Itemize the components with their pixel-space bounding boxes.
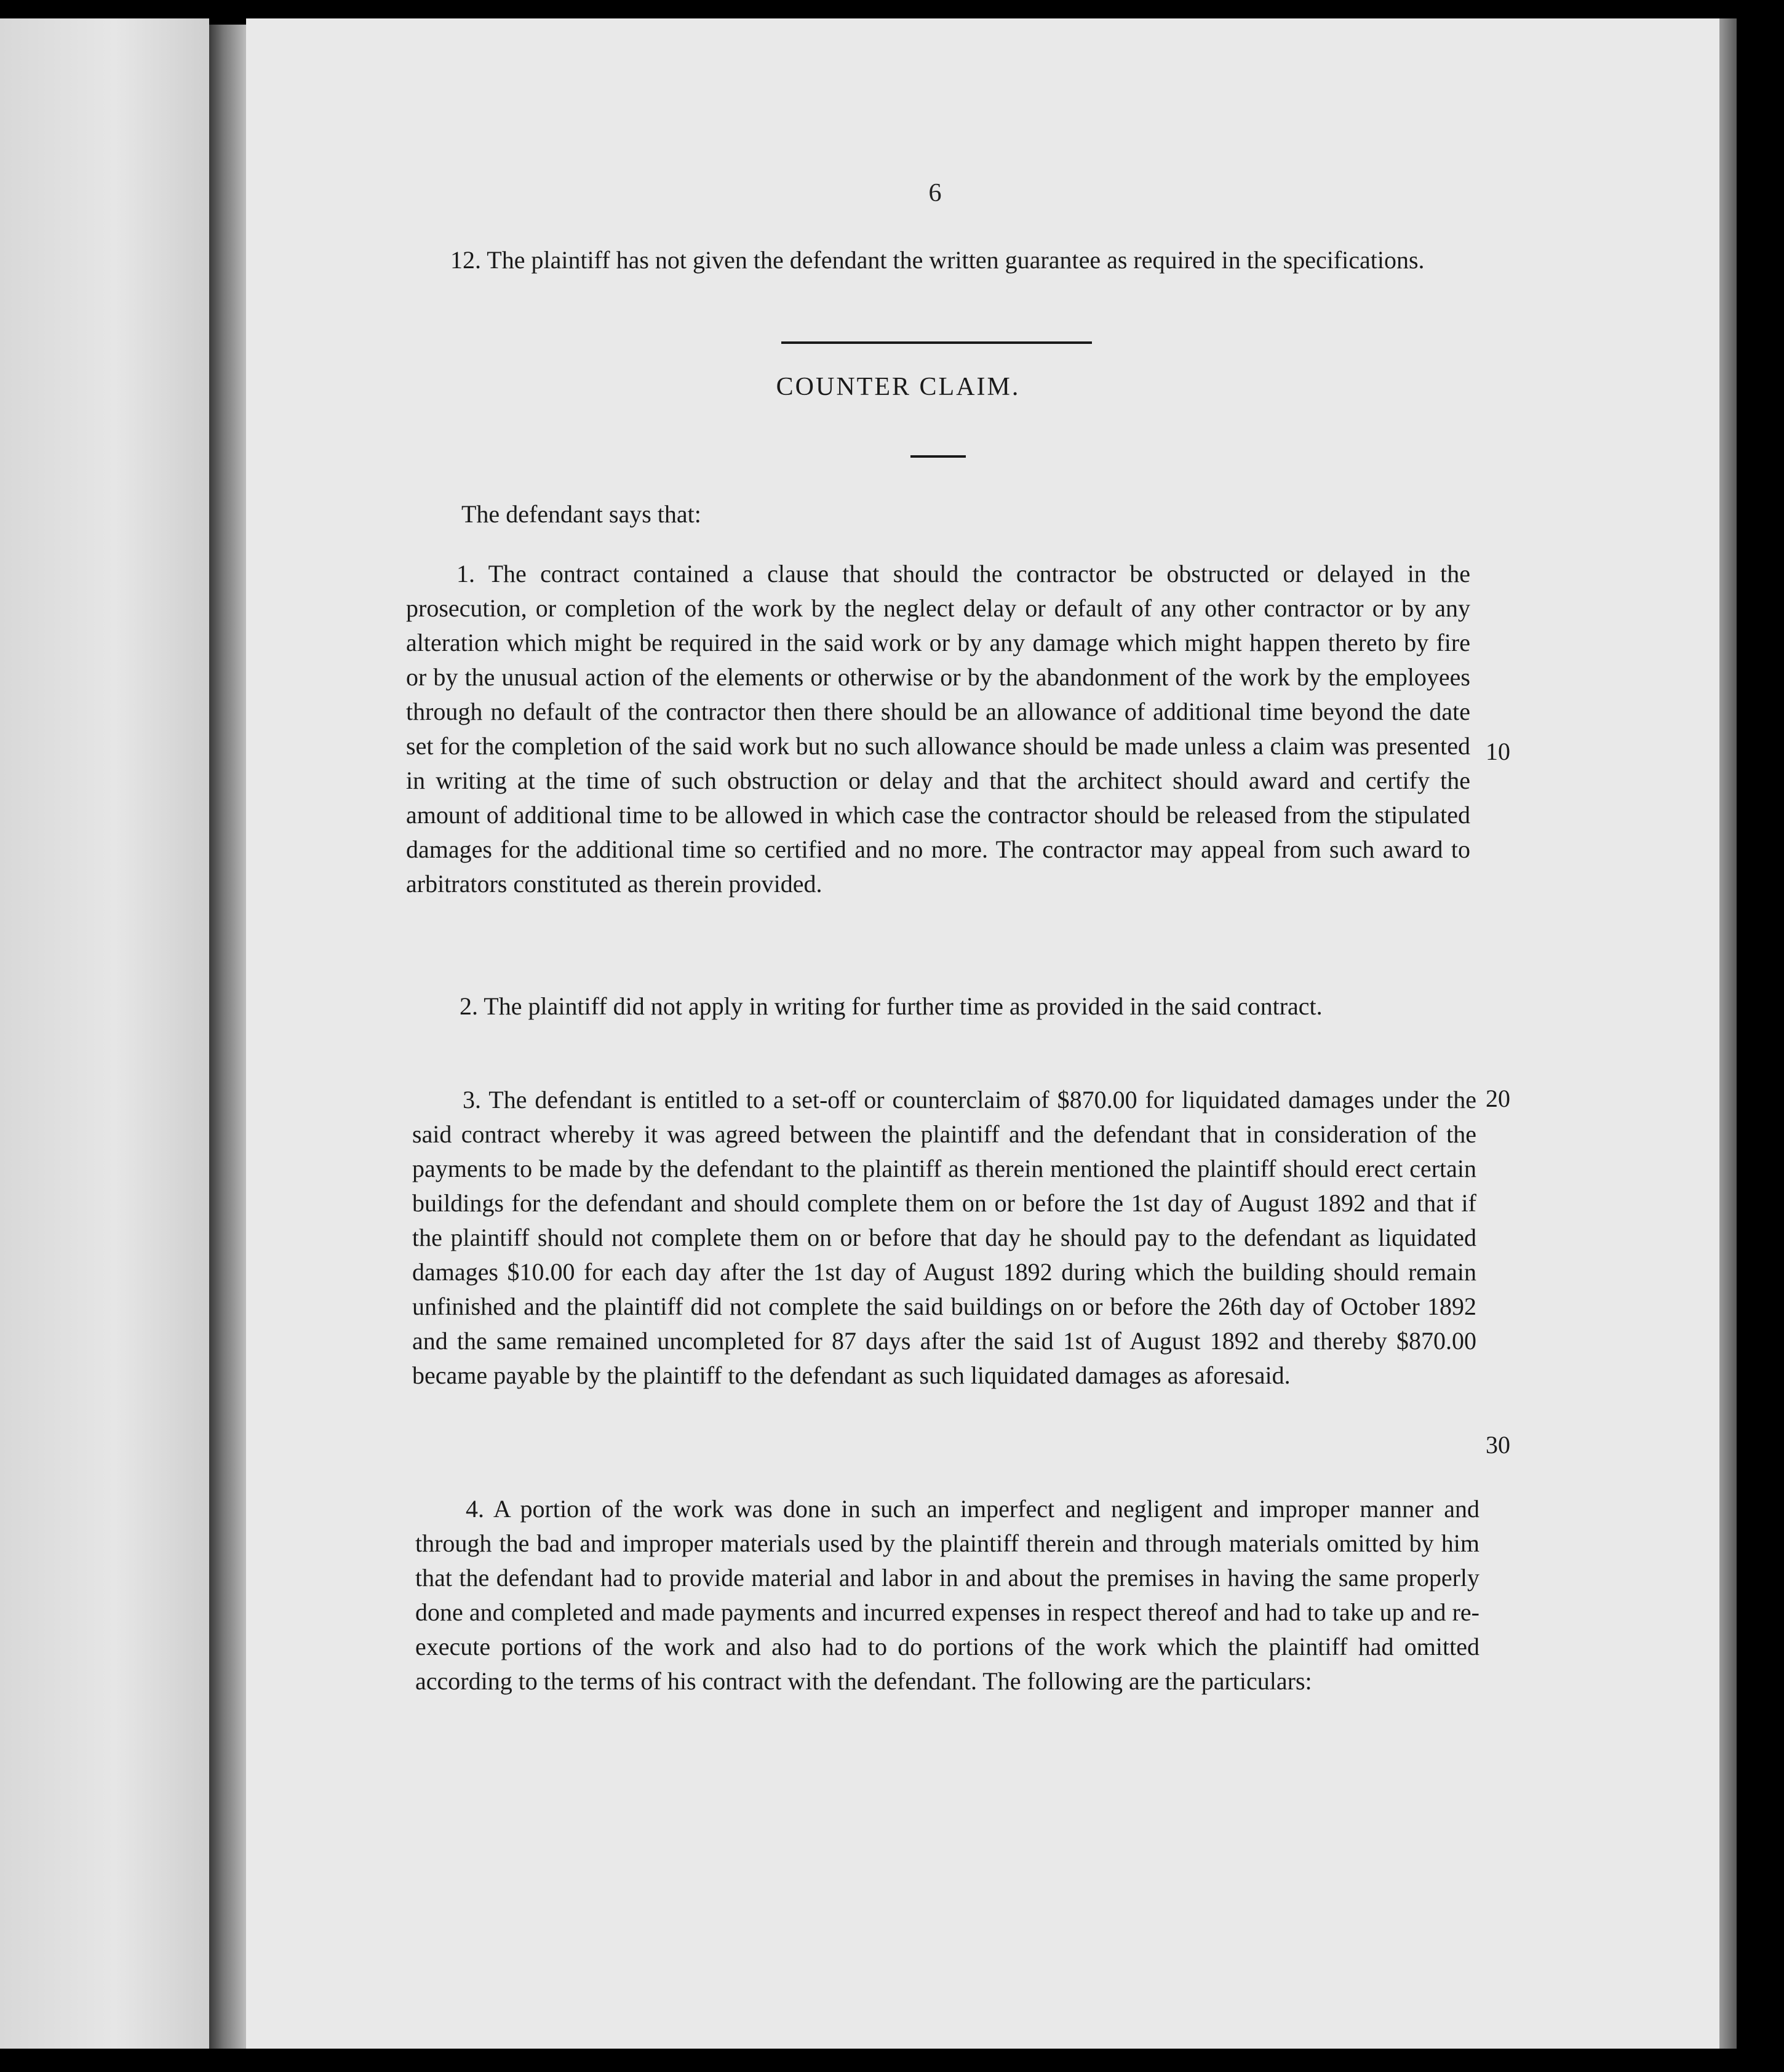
line-number-10: 10	[1486, 738, 1510, 765]
paragraph-2: 2. The plaintiff did not apply in writing for further time as provided in the said contract.	[460, 992, 1323, 1020]
paragraph-4: 4. A portion of the work was done in such an imperfect and negligent and improper manner and through the bad and improper materials used by the plaintiff therein and through materials omitted by him that the defendant had to provide material and labor in and about the premises in having the same properly done and completed and made payments and incurred expenses in respect thereof and had to take up and re-execute portions of the work and also had to do portions of the work which the plaintiff had omitted according to the terms of his contract with the defendant. The following are the particulars:	[415, 1495, 1479, 1695]
line-number-30: 30	[1486, 1431, 1510, 1459]
right-page-edge	[1719, 18, 1737, 2049]
left-page-edge	[0, 18, 209, 2049]
book-spine	[209, 25, 246, 2049]
line-number-20: 20	[1486, 1085, 1510, 1112]
paragraph-12: 12. The plaintiff has not given the defendant the written guarantee as required in the specifications.	[450, 246, 1425, 274]
intro-line: The defendant says that:	[461, 500, 701, 528]
section-heading: COUNTER CLAIM.	[776, 373, 1021, 401]
short-divider-rule	[910, 455, 966, 458]
document-page	[246, 18, 1719, 2049]
page-number: 6	[928, 179, 942, 207]
paragraph-3: 3. The defendant is entitled to a set-off or counterclaim of $870.00 for liquidated damages under the said contract whereby it was agreed between the plaintiff and the defendant that in consideration of the payments to be made by the defendant to the plaintiff as therein mentioned the plaintiff should erect certain buildings for the defendant and should complete them on or before the 1st day of August 1892 and that if the plaintiff should not complete them on or before that day he should pay to the defendant as liquidated damages $10.00 for each day after the 1st day of August 1892 during which the building should remain unfinished and the plaintiff did not complete the said buildings on or before the 26th day of October 1892 and the same remained uncompleted for 87 days after the said 1st of August 1892 and thereby $870.00 became payable by the plaintiff to the defendant as such liquidated damages as aforesaid.	[412, 1086, 1476, 1389]
paragraph-1: 1. The contract contained a clause that should the contractor be obstructed or delayed in the prosecution, or completion of the work by the neglect delay or default of any other contractor or by any alteration which might be required in the said work or by any damage which might happen thereto by fire or by the unusual action of the elements or otherwise or by the abandonment of the work by the employees through no default of the contractor then there should be an allowance of additional time beyond the date set for the completion of the said work but no such allowance should be made unless a claim was presented in writing at the time of such obstruction or delay and that the architect should award and certify the amount of additional time to be allowed in which case the contractor should be released from the stipulated damages for the additional time so certified and no more. The contractor may appeal from such award to arbitrators constituted as therein provided.	[406, 560, 1470, 898]
divider-rule	[781, 341, 1092, 344]
